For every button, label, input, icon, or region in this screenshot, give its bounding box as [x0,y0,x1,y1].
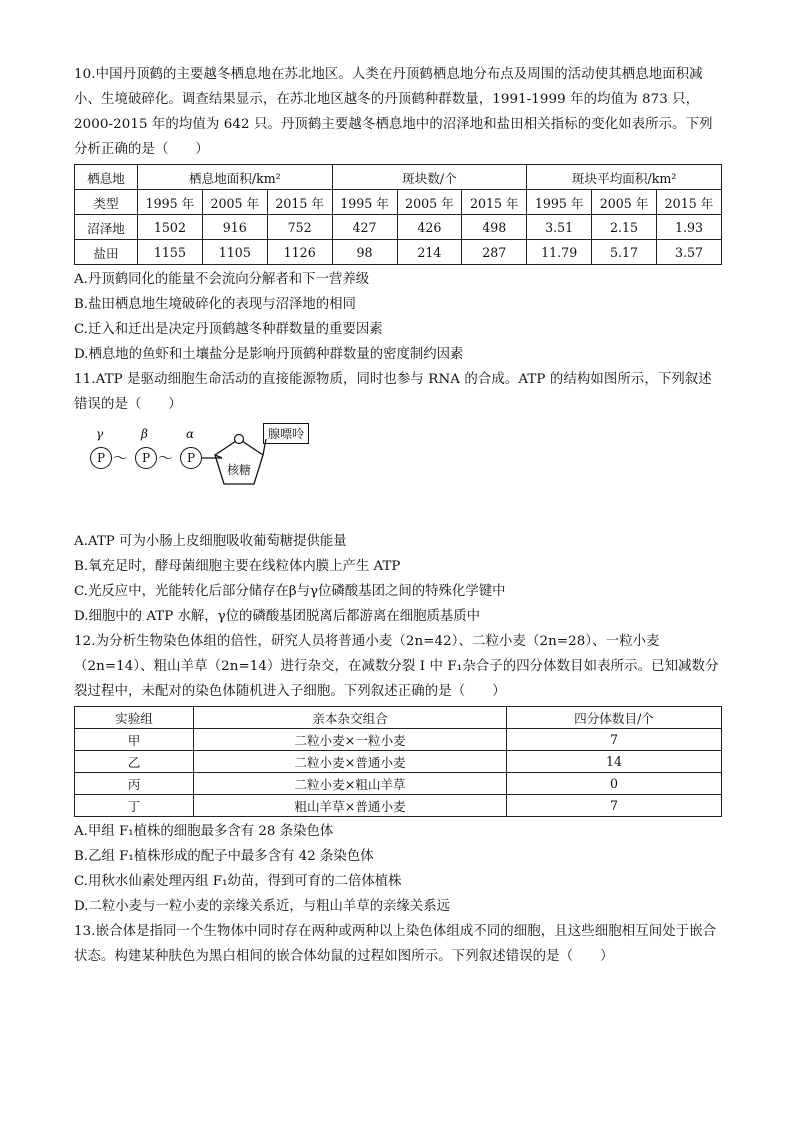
high-energy-bond-1: ～ [113,449,129,467]
atp-structure-diagram [74,417,724,529]
table-cell: 2.15 [592,215,657,240]
table-cell: 二粒小麦×一粒小麦 [194,729,507,751]
table-cell: 粗山羊草×普通小麦 [194,795,507,817]
table-cell: 1126 [267,240,332,265]
q12-option-a: A.甲组 F₁植株的细胞最多含有 28 条染色体 [74,824,334,839]
table-cell: 427 [332,215,397,240]
beta-label: β [141,427,148,441]
q10-option-d: D.栖息地的鱼虾和土壤盐分是影响丹顶鹤种群数量的密度制约因素 [74,347,464,362]
table-cell: 0 [507,773,722,795]
adenine-label: 腺嘌呤 [263,423,309,444]
exam-page [74,62,724,969]
table-cell: 1.93 [657,215,722,240]
header-patch-avg-area: 斑块平均面积/km² [527,165,722,190]
row-label: 盐田 [75,240,138,265]
year-header: 1995 年 [527,190,592,215]
phosphate-beta: P [135,447,157,469]
q11-option-a: A.ATP 可为小肠上皮细胞吸收葡萄糖提供能量 [74,534,347,549]
q13-stem: 13.嵌合体是指同一个生物体中同时存在两种或两种以上染色体组成不同的细胞，且这些细胞相互间处于嵌合状态。构建某种肤色为黑白相间的嵌合体幼鼠的过程如图所示。下列叙述错误的是（ ） [74,924,717,964]
q11-option-c: C.光反应中，光能转化后部分储存在β与γ位磷酸基团之间的特殊化学键中 [74,584,506,599]
table-cell: 752 [267,215,332,240]
table-row [75,751,722,773]
q10-option-a: A.丹顶鹤同化的能量不会流向分解者和下一营养级 [74,272,370,287]
table-cell: 丁 [75,795,194,817]
q10-option-b: B.盐田栖息地生境破碎化的表现与沼泽地的相同 [74,297,356,312]
table-cell: 丙 [75,773,194,795]
header-habitat-type-1: 栖息地 [75,165,138,190]
table-cell: 7 [507,729,722,751]
table-row [75,729,722,751]
table-cell: 214 [397,240,462,265]
table-cell: 98 [332,240,397,265]
phosphate-gamma: P [90,447,112,469]
q11-option-b: B.氧充足时，酵母菌细胞主要在线粒体内膜上产生 ATP [74,559,401,574]
header-patch-count: 斑块数/个 [332,165,527,190]
table-cell: 3.51 [527,215,592,240]
header-habitat-area: 栖息地面积/km² [138,165,333,190]
table-row [75,215,722,240]
year-header: 2005 年 [202,190,267,215]
alpha-label: α [186,427,195,441]
header-cross: 亲本杂交组合 [194,707,507,729]
table-cell: 3.57 [657,240,722,265]
table-cell: 14 [507,751,722,773]
high-energy-bond-2: ～ [158,449,174,467]
table-cell: 7 [507,795,722,817]
ribose-label: 核糖 [227,463,252,477]
year-header: 2015 年 [657,190,722,215]
year-header: 2005 年 [592,190,657,215]
table-cell: 287 [462,240,527,265]
q12-option-c: C.用秋水仙素处理丙组 F₁幼苗，得到可育的二倍体植株 [74,874,402,889]
table-cell: 1155 [138,240,203,265]
table-cell: 498 [462,215,527,240]
table-row [75,773,722,795]
table-cell: 甲 [75,729,194,751]
q10-stem: 10.中国丹顶鹤的主要越冬栖息地在苏北地区。人类在丹顶鹤栖息地分布点及周围的活动使其栖息地面积减小、生境破碎化。调查结果显示，在苏北地区越冬的丹顶鹤种群数量，1991-1999 年的均值为 873 只，2000-2015 年的均值为 642 只。丹顶鹤主要越冬栖息地中的沼泽地和盐田相关指标的变化如表所示。下列分析正确的是（ ） [74,67,713,157]
table-cell: 乙 [75,751,194,773]
table-cell: 5.17 [592,240,657,265]
table-cell: 二粒小麦×普通小麦 [194,751,507,773]
year-header: 2015 年 [267,190,332,215]
table-row [75,795,722,817]
q12-stem: 12.为分析生物染色体组的倍性，研究人员将普通小麦（2n=42）、二粒小麦（2n=28）、一粒小麦（2n=14）、粗山羊草（2n=14）进行杂交，在减数分裂 I 中 F₁杂合子的四分体数目如表所示。已知减数分裂过程中，未配对的染色体随机进入子细胞。下列叙述正确的是（ ） [74,634,719,699]
table-cell: 1502 [138,215,203,240]
q12-option-d: D.二粒小麦与一粒小麦的亲缘关系近，与粗山羊草的亲缘关系远 [74,899,451,914]
q12-option-b: B.乙组 F₁植株形成的配子中最多含有 42 条染色体 [74,849,374,864]
year-header: 1995 年 [332,190,397,215]
year-header: 2005 年 [397,190,462,215]
ring-oxygen [235,435,244,444]
table-cell: 二粒小麦×粗山羊草 [194,773,507,795]
q12-table [74,706,722,817]
gamma-label: γ [96,427,104,441]
year-header: 2015 年 [462,190,527,215]
header-group: 实验组 [75,707,194,729]
q11-stem: 11.ATP 是驱动细胞生命活动的直接能源物质，同时也参与 RNA 的合成。ATP 的结构如图所示，下列叙述错误的是（ ） [74,372,712,412]
header-tetrad-count: 四分体数目/个 [507,707,722,729]
phosphate-alpha: P [180,447,202,469]
table-row [75,240,722,265]
header-habitat-type-2: 类型 [75,190,138,215]
table-cell: 1105 [202,240,267,265]
q11-option-d: D.细胞中的 ATP 水解，γ位的磷酸基团脱离后都游离在细胞质基质中 [74,609,481,624]
table-cell: 916 [202,215,267,240]
table-cell: 426 [397,215,462,240]
year-header: 1995 年 [138,190,203,215]
table-cell: 11.79 [527,240,592,265]
q10-table [74,164,722,265]
q10-option-c: C.迁入和迁出是决定丹顶鹤越冬种群数量的重要因素 [74,322,383,337]
row-label: 沼泽地 [75,215,138,240]
